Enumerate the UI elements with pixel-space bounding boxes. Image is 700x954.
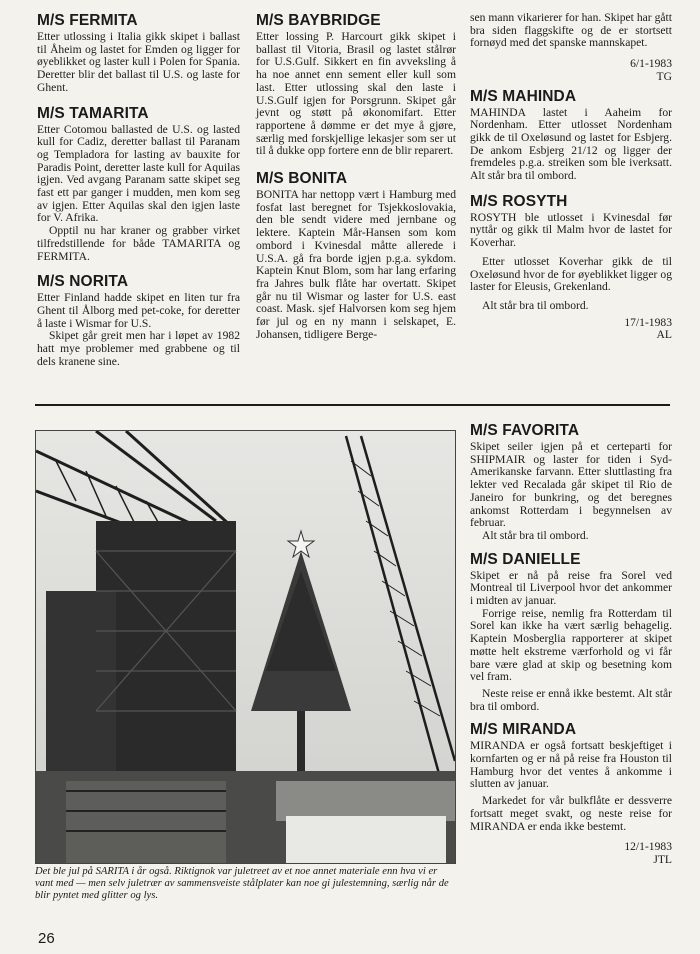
article-heading: M/S DANIELLE [470, 550, 581, 568]
article-danielle [470, 551, 672, 714]
article-paragraph: Skipet går greit men har i løpet av 1982 hatt mye problemer med grabbene og til dels kranene sine. [37, 329, 240, 368]
article-paragraph: Alt står bra til ombord. [482, 298, 589, 312]
photo-caption: Det ble jul på SARITA i år også. Riktignok var juletreet av et noe annet materiale enn hva vi er vant med — men selv juletrær av sammensveiste stålplater kan noe gi julestemning, særlig når de blir pyntet med glitter og lys. [35, 866, 449, 901]
article-paragraph: Etter Finland hadde skipet en liten tur fra Ghent til Ålborg med pet-coke, for deretter å laste i Wismar for U.S. [37, 291, 240, 330]
article-paragraph: Etter Cotomou ballasted de U.S. og lasted kull for Cadiz, deretter ballast til Paranam og Templadora for lasting av bauxite for Paradis Point, deretter laste kull for Aquilas igjen. Ved avgang Paranam satte skipet seg fast ett par ganger i mudden, men kom seg av igjen. Etter Aquilas skal den igjen laste for V. Afrika. [37, 122, 240, 225]
article-heading: M/S BONITA [256, 170, 348, 188]
signature-initials: JTL [653, 852, 672, 866]
christmas-tree-photo [35, 430, 456, 864]
article-continuation: sen mann vikarierer for han. Skipet har gått bra siden flaggskifte og de er stortsett fornøyd med det spanske mannskapet. [470, 11, 672, 50]
article-heading: M/S BAYBRIDGE [256, 12, 381, 29]
article-paragraph: Etter utlosset Koverhar gikk de til Oxeløsund hvor de for øyeblikket ligger og laster for Eleusis, Grekenland. [470, 254, 672, 294]
left-column [37, 12, 240, 368]
article-heading: M/S ROSYTH [470, 192, 568, 210]
article-mahinda [470, 88, 672, 183]
signature-initials: TG [656, 69, 672, 83]
signature-date: 17/1-1983 [624, 315, 672, 329]
right-column-bottom [470, 422, 672, 867]
signature-initials: AL [656, 328, 672, 342]
photo-illustration [36, 431, 455, 863]
section-divider [35, 404, 670, 406]
page-number: 26 [38, 930, 55, 947]
right-column-top [470, 12, 672, 342]
article-paragraph: Neste reise er ennå ikke bestemt. Alt står bra til ombord. [470, 686, 672, 713]
article-paragraph: Forrige reise, nemlig fra Rotterdam til Sorel kan ikke ha vært særlig behagelig. Kaptein Mosberglia rapporterer at skipet møtte helt ekstreme værforhold og vi får bare være glad at skip og besetning kom vel fram. [470, 606, 672, 684]
signature-date: 6/1-1983 [630, 57, 672, 71]
article-paragraph: Alt står bra til ombord. [482, 528, 589, 542]
article-heading: M/S NORITA [37, 273, 129, 291]
article-favorita [470, 422, 672, 543]
article-heading: M/S FAVORITA [470, 422, 580, 439]
article-paragraph: ROSYTH ble utlosset i Kvinesdal før nyttår og gikk til Malm hvor de lastet for Koverhar. [470, 210, 672, 250]
signature-date: 12/1-1983 [624, 840, 672, 854]
article-norita [37, 273, 240, 368]
article-rosyth [470, 193, 672, 313]
article-paragraph: Skipet seiler igjen på et certeparti for SHIPMAIR og laster for tiden i Syd-Amerikanske farvann. Etter sluttlasting fra lekter ved Recalada går skipet til Rio de Janeiro for bunkring, og det beregnes ankomst Rotterdam i begynnelsen av februar. [470, 440, 672, 530]
article-paragraph: Etter utlossing i Italia gikk skipet i ballast til Åheim og lastet for Emden og ligger for øyeblikket og laster kull i Polen for Spania. Deretter blir det ballast til U.S. og laste for Ghent. [37, 30, 240, 94]
article-heading: M/S FERMITA [37, 12, 138, 29]
article-baybridge [256, 12, 456, 158]
article-paragraph: MIRANDA er også fortsatt beskjeftiget i kornfarten og er nå på reise fra Houston til Hamburg hvor det ventes å ankomme i slutten av januar. [470, 739, 672, 791]
article-heading: M/S MIRANDA [470, 721, 577, 739]
article-miranda [470, 721, 672, 833]
article-heading: M/S TAMARITA [37, 104, 149, 122]
article-bonita [256, 170, 456, 341]
article-paragraph: Etter lossing P. Harcourt gikk skipet i ballast til Vitoria, Brasil og lastet stålrør for U.S.Gulf. Sikkert en fin avveksling å ha noe annet enn sement eller kull som last. Etter utlossing skal den laste i U.S.Gulf igjen for Porsgrunn. Skipet går jevnt og støtt på økonomifart. Etter rapportene å dømme er det mye å gjøre, særlig med forskjellige lekasjer som ser ut til å dukke opp fortere enn de blir reparert. [256, 30, 456, 158]
article-paragraph: BONITA har nettopp vært i Hamburg med fosfat last beregnet for Tsjekkoslovakia, den ble sendt videre med jernbane og lektere. Kaptein Mår-Hansen som kom ombord i Kvinesdal måtte allerede i U.S.A. gå fra borde igjen p.g.a. sykdom. Kaptein Knut Blom, som har lang erfaring fra Jahres bulk flåte har overtatt. Skipet går nu til Wismar og laster for U.S. east coast. Mask. sjef Halvorsen kom seg hjem før jul og en ny mann i selskapet, E. Johansen, tidligere Berge- [256, 188, 456, 341]
middle-column [256, 12, 456, 341]
article-paragraph: Skipet er nå på reise fra Sorel ved Montreal til Liverpool hvor det ankommer i midten av januar. [470, 568, 672, 608]
article-fermita [37, 12, 240, 95]
article-paragraph: Markedet for vår bulkflåte er dessverre fortsatt meget svakt, og neste reise for MIRANDA er enda ikke bestemt. [470, 794, 672, 833]
article-tamarita [37, 105, 240, 264]
article-heading: M/S MAHINDA [470, 87, 577, 105]
article-paragraph: MAHINDA lastet i Aaheim for Nordenham. Etter utlosset Nordenham gikk de til Oxeløsund og lastet for Esbjerg. De ankom Esbjerg 21/12 og ligger der fremdeles p.g.a. streiken som ble iverksatt. Alt står bra til ombord. [470, 105, 672, 183]
article-paragraph: Opptil nu har kraner og grabber virket tilfredstillende for både TAMARITA og FERMITA. [37, 224, 240, 263]
